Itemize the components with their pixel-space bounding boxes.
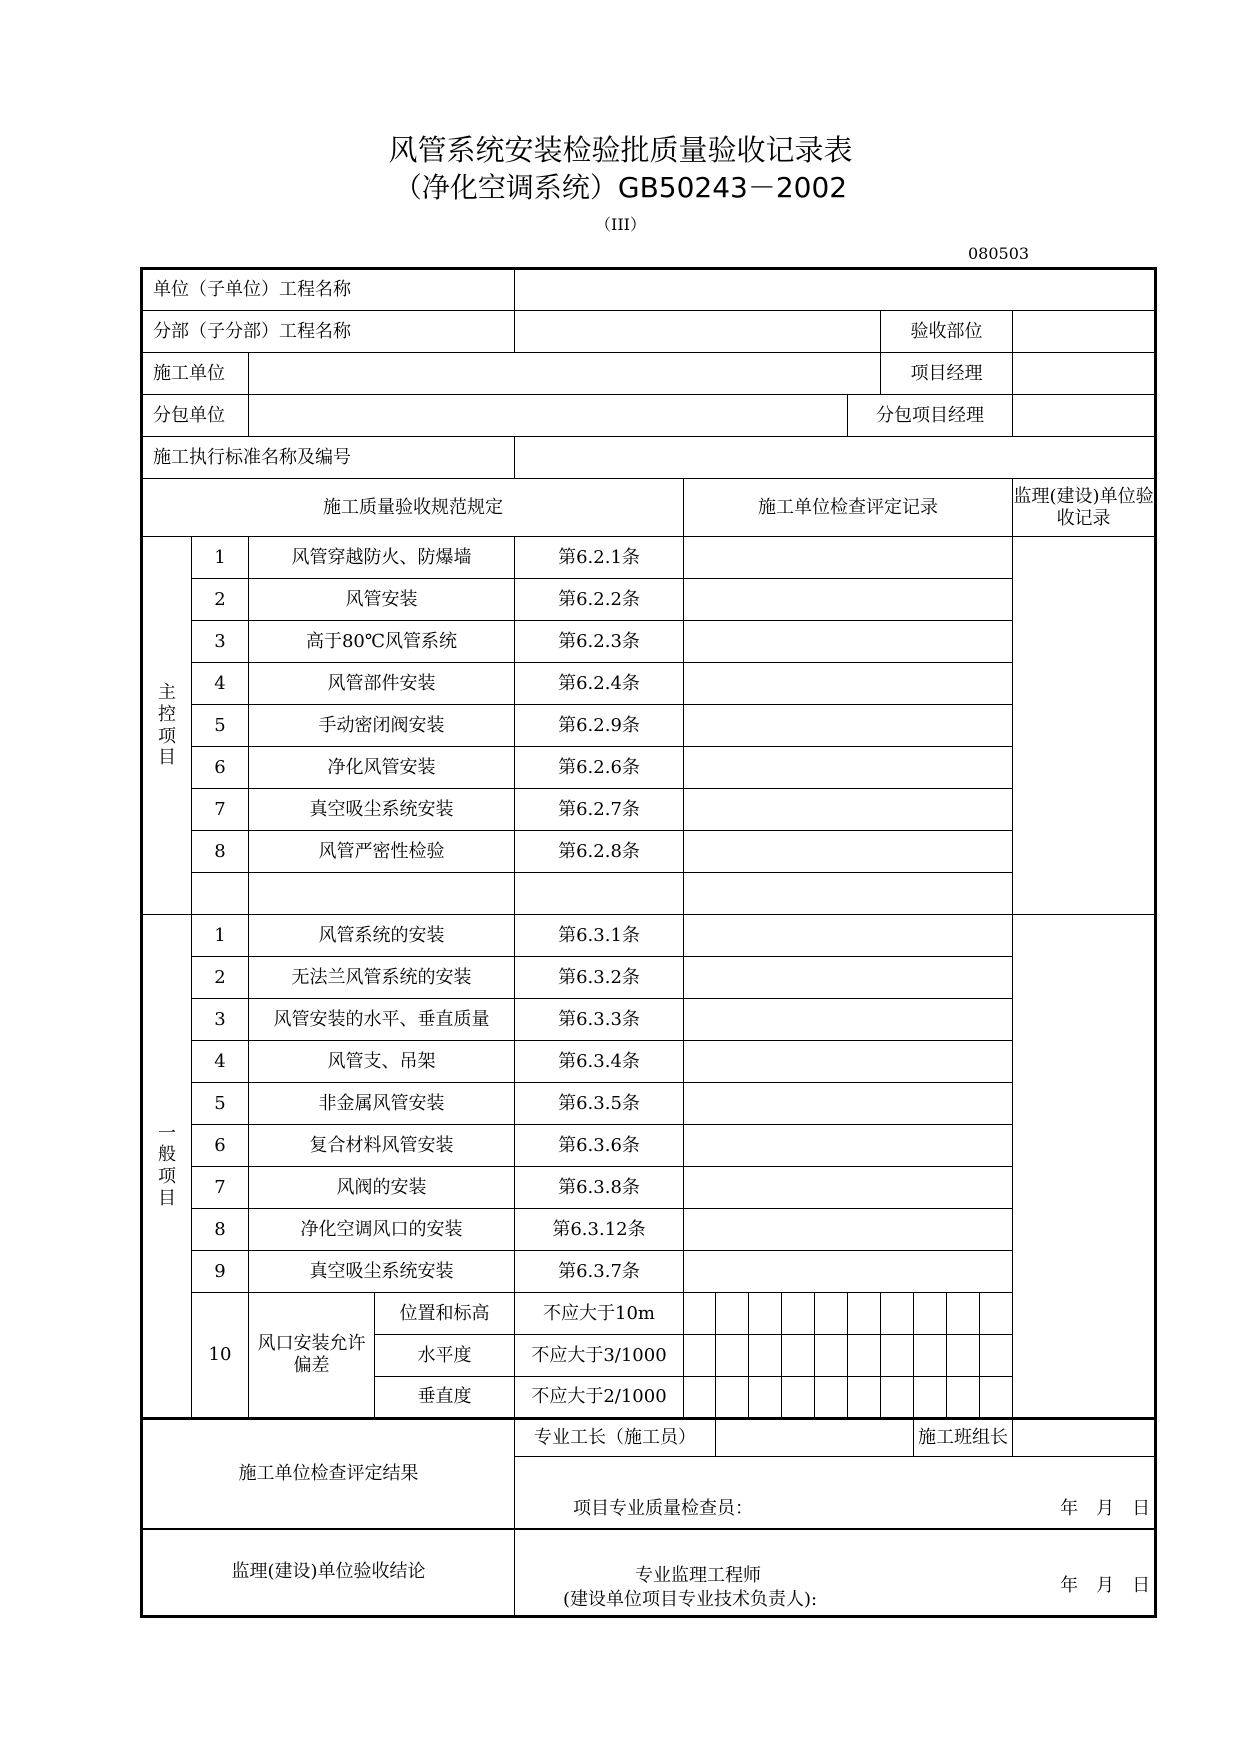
general-item-record[interactable] — [684, 1167, 1013, 1209]
general-item-record[interactable] — [684, 1041, 1013, 1083]
unit-project-value[interactable] — [515, 269, 1156, 311]
general-item-name: 净化空调风口的安装 — [249, 1209, 515, 1251]
supervision-header: 监理(建设)单位验收记录 — [1013, 479, 1156, 537]
measure-cell[interactable] — [914, 1293, 947, 1335]
general-item-no: 5 — [192, 1083, 249, 1125]
main-item-no: 8 — [192, 831, 249, 873]
main-item-clause: 第6.2.8条 — [515, 831, 684, 873]
main-item-clause: 第6.2.7条 — [515, 789, 684, 831]
measure-cell[interactable] — [684, 1335, 716, 1377]
measure-cell[interactable] — [782, 1293, 815, 1335]
measure-cell[interactable] — [749, 1335, 782, 1377]
measure-cell[interactable] — [980, 1335, 1013, 1377]
tolerance-item: 水平度 — [375, 1335, 515, 1377]
accept-part-value[interactable] — [1013, 311, 1156, 353]
general-items-label — [142, 915, 192, 1419]
general-item-no: 1 — [192, 915, 249, 957]
main-item-no-empty — [192, 873, 249, 915]
main-item-no: 5 — [192, 705, 249, 747]
spec-header: 施工质量验收规范规定 — [142, 479, 684, 537]
measure-cell[interactable] — [848, 1335, 881, 1377]
construction-unit-value[interactable] — [249, 353, 881, 395]
main-item-name: 风管部件安装 — [249, 663, 515, 705]
general-item-clause: 第6.3.5条 — [515, 1083, 684, 1125]
unit-project-label: 单位（子单位）工程名称 — [142, 269, 515, 311]
general-item-record[interactable] — [684, 1125, 1013, 1167]
conclusion-signature-area[interactable] — [515, 1529, 1156, 1617]
measure-cell[interactable] — [782, 1377, 815, 1419]
measure-cell[interactable] — [848, 1377, 881, 1419]
main-item-no: 4 — [192, 663, 249, 705]
general-item-clause: 第6.3.1条 — [515, 915, 684, 957]
project-manager-label: 项目经理 — [881, 353, 1013, 395]
form-part: （III） — [595, 215, 646, 234]
main-items-label-text: 主控项目 — [158, 682, 176, 769]
general-item-name: 风管系统的安装 — [249, 915, 515, 957]
sub-project-value[interactable] — [515, 311, 881, 353]
record-header: 施工单位检查评定记录 — [684, 479, 1013, 537]
main-item-record[interactable] — [684, 873, 1013, 915]
general-item-clause: 第6.3.8条 — [515, 1167, 684, 1209]
tolerance-no: 10 — [192, 1293, 249, 1419]
main-item-no: 2 — [192, 579, 249, 621]
general-item-name: 无法兰风管系统的安装 — [249, 957, 515, 999]
subcontract-unit-value[interactable] — [249, 395, 848, 437]
main-item-name: 风管穿越防火、防爆墙 — [249, 537, 515, 579]
main-item-name: 净化风管安装 — [249, 747, 515, 789]
inspection-form-table — [140, 267, 1157, 1618]
measure-cell[interactable] — [815, 1335, 848, 1377]
main-items-label — [142, 537, 192, 915]
engineer-label: 专业监理工程师 — [635, 1565, 761, 1586]
measure-cell[interactable] — [947, 1377, 980, 1419]
team-leader-label: 施工班组长 — [914, 1419, 1013, 1457]
form-title: 风管系统安装检验批质量验收记录表 — [388, 133, 853, 167]
measure-cell[interactable] — [881, 1377, 914, 1419]
result-date: 年 月 日 — [1060, 1497, 1151, 1519]
engineer-note: (建设单位项目专业技术负责人): — [563, 1589, 818, 1610]
measure-cell[interactable] — [980, 1293, 1013, 1335]
tolerance-name: 风口安装允许偏差 — [249, 1293, 375, 1419]
main-item-clause: 第6.2.6条 — [515, 747, 684, 789]
main-item-record[interactable] — [684, 537, 1013, 579]
general-item-clause: 第6.3.3条 — [515, 999, 684, 1041]
main-item-record[interactable] — [684, 663, 1013, 705]
measure-cell[interactable] — [815, 1293, 848, 1335]
project-manager-value[interactable] — [1013, 353, 1156, 395]
general-item-clause: 第6.3.4条 — [515, 1041, 684, 1083]
general-item-name: 复合材料风管安装 — [249, 1125, 515, 1167]
measure-cell[interactable] — [684, 1377, 716, 1419]
form-subtitle: （净化空调系统）GB50243－2002 — [393, 171, 848, 204]
main-item-record[interactable] — [684, 579, 1013, 621]
measure-cell[interactable] — [848, 1293, 881, 1335]
general-item-name: 风管支、吊架 — [249, 1041, 515, 1083]
main-item-record[interactable] — [684, 831, 1013, 873]
general-item-record[interactable] — [684, 1251, 1013, 1293]
main-item-clause: 第6.2.9条 — [515, 705, 684, 747]
general-item-no: 2 — [192, 957, 249, 999]
measure-cell[interactable] — [782, 1335, 815, 1377]
inspector-label: 项目专业质量检查员： — [573, 1497, 753, 1519]
general-item-record[interactable] — [684, 915, 1013, 957]
conclusion-date: 年 月 日 — [1060, 1575, 1151, 1596]
tolerance-limit: 不应大于2/1000 — [515, 1377, 684, 1419]
general-item-name: 风管安装的水平、垂直质量 — [249, 999, 515, 1041]
sub-project-manager-value[interactable] — [1013, 395, 1156, 437]
subcontract-unit-label: 分包单位 — [142, 395, 249, 437]
main-item-name: 手动密闭阀安装 — [249, 705, 515, 747]
general-items-supervision[interactable] — [1013, 915, 1156, 1419]
main-item-name: 风管安装 — [249, 579, 515, 621]
measure-cell[interactable] — [716, 1335, 749, 1377]
tolerance-limit: 不应大于3/1000 — [515, 1335, 684, 1377]
measure-cell[interactable] — [716, 1293, 749, 1335]
general-item-clause: 第6.3.7条 — [515, 1251, 684, 1293]
measure-cell[interactable] — [947, 1293, 980, 1335]
measure-cell[interactable] — [749, 1377, 782, 1419]
standard-value[interactable] — [515, 437, 1156, 479]
general-item-no: 9 — [192, 1251, 249, 1293]
tolerance-item: 垂直度 — [375, 1377, 515, 1419]
main-item-name-empty — [249, 873, 515, 915]
measure-cell[interactable] — [716, 1377, 749, 1419]
foreman-label: 专业工长（施工员） — [515, 1419, 716, 1457]
main-item-no: 6 — [192, 747, 249, 789]
main-item-no: 1 — [192, 537, 249, 579]
result-signature-area[interactable] — [515, 1457, 1156, 1529]
foreman-value[interactable] — [716, 1419, 914, 1457]
standard-label: 施工执行标准名称及编号 — [142, 437, 515, 479]
general-item-clause: 第6.3.2条 — [515, 957, 684, 999]
conclusion-label: 监理(建设)单位验收结论 — [142, 1529, 515, 1617]
general-item-name: 风阀的安装 — [249, 1167, 515, 1209]
general-item-record[interactable] — [684, 957, 1013, 999]
main-item-record[interactable] — [684, 705, 1013, 747]
main-item-record[interactable] — [684, 621, 1013, 663]
general-item-name: 真空吸尘系统安装 — [249, 1251, 515, 1293]
general-item-no: 8 — [192, 1209, 249, 1251]
team-leader-value[interactable] — [1013, 1419, 1156, 1457]
accept-part-label: 验收部位 — [881, 311, 1013, 353]
main-item-clause: 第6.2.1条 — [515, 537, 684, 579]
measure-cell[interactable] — [980, 1377, 1013, 1419]
sub-project-label: 分部（子分部）工程名称 — [142, 311, 515, 353]
general-item-record[interactable] — [684, 1083, 1013, 1125]
general-item-no: 4 — [192, 1041, 249, 1083]
measure-cell[interactable] — [914, 1377, 947, 1419]
measure-cell[interactable] — [914, 1335, 947, 1377]
measure-cell[interactable] — [815, 1377, 848, 1419]
measure-cell[interactable] — [881, 1293, 914, 1335]
main-item-record[interactable] — [684, 789, 1013, 831]
measure-cell[interactable] — [749, 1293, 782, 1335]
general-item-clause: 第6.3.6条 — [515, 1125, 684, 1167]
main-item-no: 7 — [192, 789, 249, 831]
main-item-no: 3 — [192, 621, 249, 663]
general-item-no: 6 — [192, 1125, 249, 1167]
sub-project-manager-label: 分包项目经理 — [848, 395, 1013, 437]
main-item-clause: 第6.2.4条 — [515, 663, 684, 705]
construction-unit-label: 施工单位 — [142, 353, 249, 395]
general-item-name: 非金属风管安装 — [249, 1083, 515, 1125]
form-code: 080503 — [968, 244, 1030, 263]
general-item-clause: 第6.3.12条 — [515, 1209, 684, 1251]
main-item-record[interactable] — [684, 747, 1013, 789]
measure-cell[interactable] — [947, 1335, 980, 1377]
main-item-name: 真空吸尘系统安装 — [249, 789, 515, 831]
measure-cell[interactable] — [684, 1293, 716, 1335]
main-item-name: 高于80℃风管系统 — [249, 621, 515, 663]
general-items-label-text: 一般项目 — [158, 1122, 176, 1209]
result-label: 施工单位检查评定结果 — [142, 1419, 515, 1529]
general-item-record[interactable] — [684, 1209, 1013, 1251]
main-item-clause: 第6.2.2条 — [515, 579, 684, 621]
tolerance-item: 位置和标高 — [375, 1293, 515, 1335]
general-item-record[interactable] — [684, 999, 1013, 1041]
main-item-clause: 第6.2.3条 — [515, 621, 684, 663]
main-item-name: 风管严密性检验 — [249, 831, 515, 873]
tolerance-limit: 不应大于10m — [515, 1293, 684, 1335]
measure-cell[interactable] — [881, 1335, 914, 1377]
general-item-no: 3 — [192, 999, 249, 1041]
general-item-no: 7 — [192, 1167, 249, 1209]
main-item-clause-empty — [515, 873, 684, 915]
main-items-supervision[interactable] — [1013, 537, 1156, 915]
